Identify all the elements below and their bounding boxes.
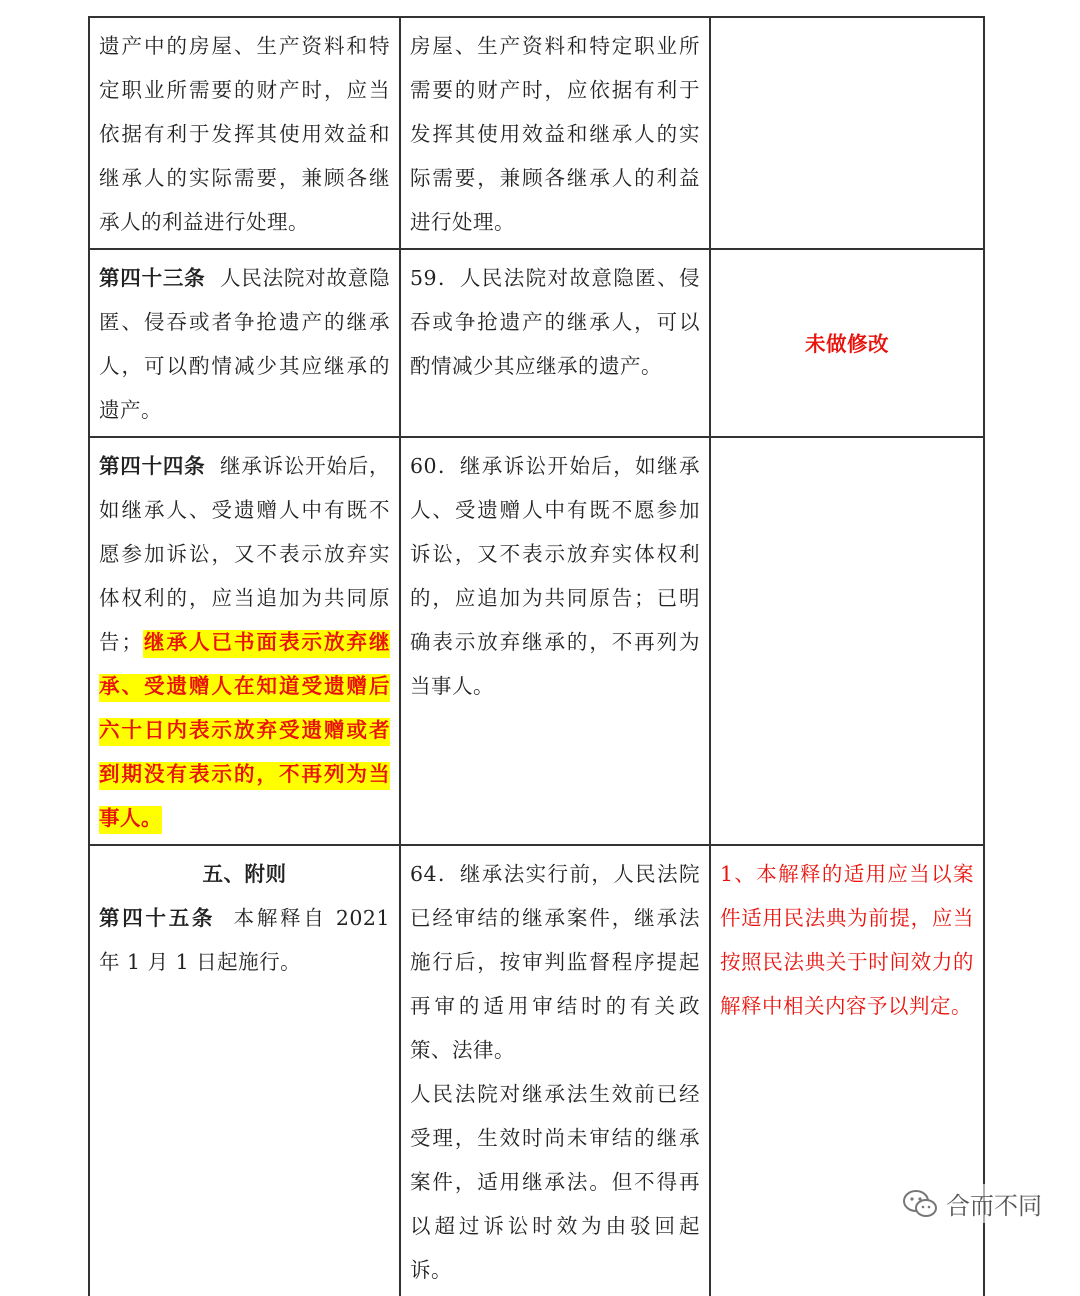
highlighted-change: 继承人已书面表示放弃继承、受遗赠人在知道受遗赠后六十日内表示放弃受遗赠或者到期没有表示的，不再列为当事人。 xyxy=(99,630,390,834)
note-cell xyxy=(710,437,984,845)
provision-text: 人民法院对故意隐匿、侵吞或者争抢遗产的继承人，可以酌情减少其应继承的遗产。 xyxy=(99,266,391,422)
provision-text: 遗产中的房屋、生产资料和特定职业所需要的财产时，应当依据有利于发挥其使用效益和继承人的实际需要，兼顾各继承人的利益进行处理。 xyxy=(99,34,390,234)
provision-text: 59．人民法院对故意隐匿、侵吞或争抢遗产的继承人，可以酌情减少其应继承的遗产。 xyxy=(410,266,700,378)
old-provision-cell xyxy=(400,249,710,437)
article-number: 第四十四条 xyxy=(99,454,206,478)
provision-paragraph: 64．继承法实行前，人民法院已经审结的继承案件，继承法施行后，按审判监督程序提起再审的适用审结时的有关政策、法律。 xyxy=(410,862,700,1062)
article-number: 第四十五条 xyxy=(99,906,216,930)
old-provision-cell xyxy=(400,437,710,845)
watermark-text: 合而不同 xyxy=(946,1192,1042,1220)
provision-paragraph: 人民法院对继承法生效前已经受理，生效时尚未审结的继承案件，适用继承法。但不得再以超过诉讼时效为由驳回起诉。 xyxy=(410,1082,700,1282)
note-cell xyxy=(710,17,984,249)
provision-text: 房屋、生产资料和特定职业所需要的财产时，应依据有利于发挥其使用效益和继承人的实际需要，兼顾各继承人的利益进行处理。 xyxy=(410,34,700,234)
table-row xyxy=(89,845,984,1296)
unchanged-note: 未做修改 xyxy=(805,332,889,356)
new-provision-cell xyxy=(89,437,400,845)
new-provision-cell xyxy=(89,845,400,1296)
note-cell xyxy=(710,845,984,1296)
old-provision-cell xyxy=(400,17,710,249)
new-provision-cell xyxy=(89,249,400,437)
table-row xyxy=(89,437,984,845)
comparison-table xyxy=(88,16,985,1296)
table-row xyxy=(89,17,984,249)
provision-text: 继承诉讼开始后，如继承人、受遗赠人中有既不愿参加诉讼，又不表示放弃实体权利的，应当追加为共同原告； xyxy=(99,454,391,654)
new-provision-cell xyxy=(89,17,400,249)
note-cell xyxy=(710,249,984,437)
wechat-icon xyxy=(902,1189,938,1219)
article-number: 第四十三条 xyxy=(99,266,206,290)
table-row xyxy=(89,249,984,437)
provision-text: 本解释自 2021 年 1 月 1 日起施行。 xyxy=(99,906,390,974)
watermark xyxy=(898,1184,1046,1223)
section-heading: 五、附则 xyxy=(202,862,287,886)
note-text: 1、本解释的适用应当以案件适用民法典为前提，应当按照民法典关于时间效力的解释中相关内容予以判定。 xyxy=(720,862,974,1018)
provision-text: 60．继承诉讼开始后，如继承人、受遗赠人中有既不愿参加诉讼，又不表示放弃实体权利的，应追加为共同原告；已明确表示放弃继承的，不再列为当事人。 xyxy=(410,454,700,698)
old-provision-cell xyxy=(400,845,710,1296)
